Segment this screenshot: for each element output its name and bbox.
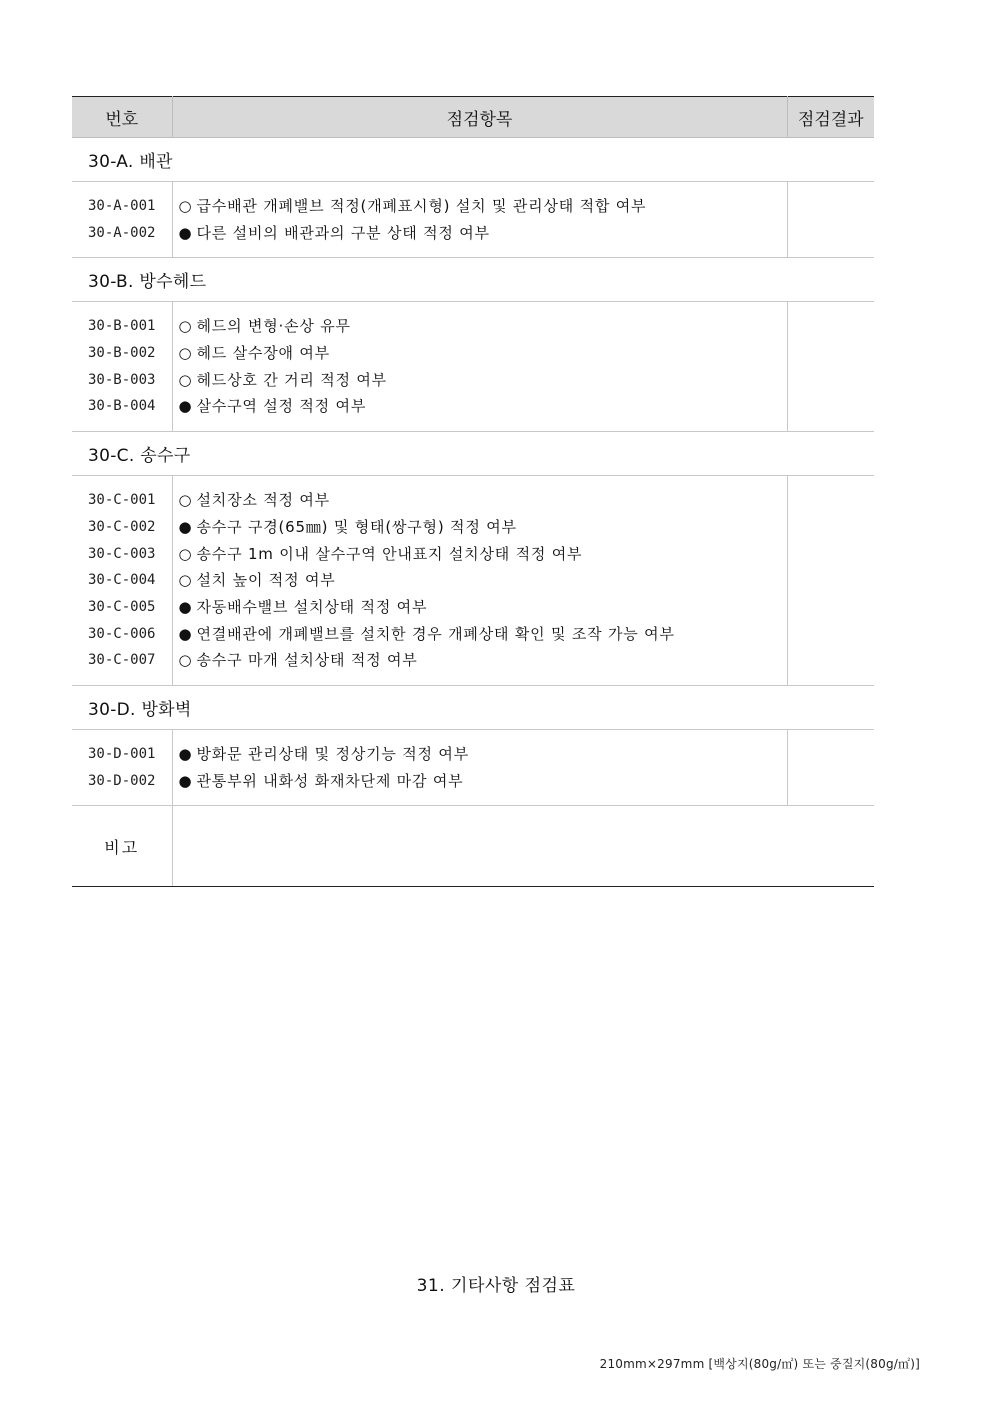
open-circle-icon: ○ [178, 370, 193, 389]
item-code: 30-C-006 [88, 625, 156, 642]
list-item [179, 768, 787, 795]
list-item [179, 313, 787, 340]
list-item [179, 367, 787, 394]
next-section-title: 31. 기타사항 점검표 [416, 1276, 576, 1296]
item-text: 연결배관에 개폐밸브를 설치한 경우 개폐상태 확인 및 조작 가능 여부 [196, 624, 675, 643]
result-cell[interactable] [787, 476, 874, 686]
item-text: 방화문 관리상태 및 정상기능 적정 여부 [196, 744, 469, 763]
item-codes-cell [72, 729, 172, 805]
header-item: 점검항목 [172, 97, 787, 138]
item-text: 살수구역 설정 적정 여부 [196, 397, 367, 416]
open-circle-icon: ○ [178, 571, 193, 590]
open-circle-icon: ○ [178, 651, 193, 670]
item-text: 관통부위 내화성 화재차단제 마감 여부 [196, 771, 464, 790]
section-items-row [72, 729, 874, 805]
item-code: 30-A-001 [88, 198, 156, 214]
list-item [179, 567, 787, 594]
inspection-sheet [72, 96, 874, 887]
filled-circle-icon: ● [178, 624, 193, 643]
section-items-row [72, 182, 874, 258]
item-code: 30-C-005 [88, 598, 156, 615]
item-text: 자동배수밸브 설치상태 적정 여부 [196, 597, 428, 616]
item-code: 30-D-002 [88, 772, 156, 789]
list-item [179, 487, 787, 514]
open-circle-icon: ○ [178, 317, 193, 336]
item-text: 급수배관 개폐밸브 적정(개폐표시형) 설치 및 관리상태 적합 여부 [196, 197, 647, 215]
open-circle-icon: ○ [178, 197, 193, 215]
list-item [179, 741, 787, 768]
item-text: 헤드 살수장애 여부 [196, 344, 330, 363]
open-circle-icon: ○ [178, 491, 193, 510]
section-title: 30-C. 송수구 [72, 432, 874, 476]
item-code: 30-B-002 [88, 345, 156, 362]
section-row [72, 432, 874, 476]
open-circle-icon: ○ [178, 544, 193, 563]
list-item [179, 621, 787, 648]
filled-circle-icon: ● [178, 517, 193, 536]
item-texts-cell [172, 729, 787, 805]
item-code: 30-D-001 [88, 745, 156, 762]
list-item [179, 514, 787, 541]
item-code: 30-C-003 [88, 545, 156, 562]
result-cell[interactable] [787, 302, 874, 432]
result-cell[interactable] [787, 729, 874, 805]
section-row [72, 258, 874, 302]
list-item [179, 393, 787, 420]
remarks-row [72, 806, 874, 887]
item-code: 30-B-003 [88, 371, 156, 388]
item-texts-cell [172, 182, 787, 258]
header-number: 번호 [72, 97, 172, 138]
section-title: 30-D. 방화벽 [72, 685, 874, 729]
section-items-row [72, 476, 874, 686]
item-text: 설치 높이 적정 여부 [196, 571, 336, 590]
remarks-field[interactable] [172, 806, 874, 887]
paper-spec-note: 210mm×297mm [백상지(80g/㎡) 또는 중질지(80g/㎡)] [599, 1357, 920, 1371]
inspection-table [72, 96, 874, 887]
item-text: 송수구 구경(65㎜) 및 형태(쌍구형) 적정 여부 [196, 517, 517, 536]
open-circle-icon: ○ [178, 344, 193, 363]
item-code: 30-B-004 [88, 398, 156, 415]
item-code: 30-C-001 [88, 492, 156, 509]
filled-circle-icon: ● [178, 771, 193, 790]
filled-circle-icon: ● [178, 397, 193, 416]
item-code: 30-A-002 [88, 224, 156, 241]
list-item [179, 594, 787, 621]
filled-circle-icon: ● [178, 744, 193, 763]
section-title: 30-B. 방수헤드 [72, 258, 874, 302]
item-text: 다른 설비의 배관과의 구분 상태 적정 여부 [196, 223, 490, 242]
item-text: 헤드의 변형·손상 유무 [196, 317, 351, 336]
list-item [179, 541, 787, 568]
filled-circle-icon: ● [178, 223, 193, 242]
table-header-row [72, 97, 874, 138]
item-code: 30-C-002 [88, 518, 156, 535]
item-texts-cell [172, 302, 787, 432]
section-items-row [72, 302, 874, 432]
item-code: 30-C-007 [88, 652, 156, 669]
item-code: 30-C-004 [88, 572, 156, 589]
item-text: 송수구 마개 설치상태 적정 여부 [196, 651, 418, 670]
item-codes-cell [72, 182, 172, 258]
list-item [179, 647, 787, 674]
filled-circle-icon: ● [178, 597, 193, 616]
result-cell[interactable] [787, 182, 874, 258]
header-result: 점검결과 [787, 97, 874, 138]
item-code: 30-B-001 [88, 318, 156, 335]
section-row [72, 138, 874, 182]
item-text: 설치장소 적정 여부 [196, 491, 330, 510]
list-item [179, 220, 787, 247]
section-title: 30-A. 배관 [72, 138, 874, 182]
remarks-label: 비고 [72, 806, 172, 887]
item-codes-cell [72, 302, 172, 432]
table-body [72, 138, 874, 887]
list-item [179, 193, 787, 220]
item-codes-cell [72, 476, 172, 686]
item-text: 헤드상호 간 거리 적정 여부 [196, 370, 387, 389]
item-text: 송수구 1m 이내 살수구역 안내표지 설치상태 적정 여부 [196, 544, 583, 563]
section-row [72, 685, 874, 729]
list-item [179, 340, 787, 367]
item-texts-cell [172, 476, 787, 686]
